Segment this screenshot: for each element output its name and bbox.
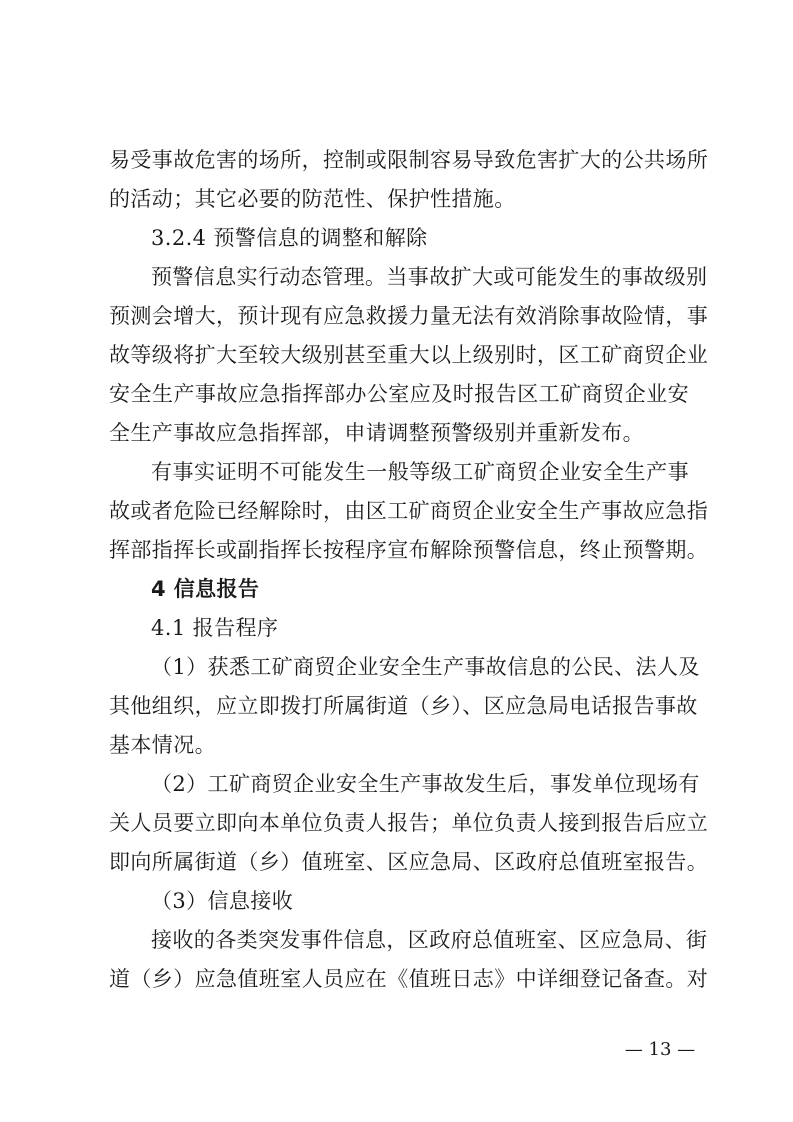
body-text-line: 基本情况。 [109,733,216,757]
body-text-line: 预警信息实行动态管理。当事故扩大或可能发生的事故级别 [151,265,708,289]
body-text-line: 易受事故危害的场所，控制或限制容易导致危害扩大的公共场所 [109,148,709,172]
subsection-heading-info-receipt: （3）信息接收 [151,889,294,913]
body-text-line: 其他组织，应立即拨打所属街道（乡）、区应急局电话报告事故 [109,694,698,718]
body-text-line: 安全生产事故应急指挥部办公室应及时报告区工矿商贸企业安 [109,382,689,406]
body-text-line: 接收的各类突发事件信息，区政府总值班室、区应急局、街 [151,928,708,952]
body-text-line: 预测会增大，预计现有应急救援力量无法有效消除事故险情，事 [109,304,709,328]
body-text-line: 道（乡）应急值班室人员应在《值班日志》中详细登记备查。对 [109,967,709,991]
body-text-line: 故或者危险已经解除时，由区工矿商贸企业安全生产事故应急指 [109,499,709,523]
body-text-line: 有事实证明不可能发生一般等级工矿商贸企业安全生产事 [151,460,689,484]
body-text-line: 关人员要立即向本单位负责人报告；单位负责人接到报告后应立 [109,811,709,835]
body-text-line: 全生产事故应急指挥部，申请调整预警级别并重新发布。 [109,421,644,445]
section-heading-3-2-4: 3.2.4 预警信息的调整和解除 [151,226,428,250]
body-text-line: 即向所属街道（乡）值班室、区应急局、区政府总值班室报告。 [109,850,709,874]
section-heading-4-1: 4.1 报告程序 [151,616,279,640]
body-text-line: （1）获悉工矿商贸企业安全生产事故信息的公民、法人及 [151,655,700,679]
page-number: — 13 — [624,1039,696,1060]
body-text-line: 的活动；其它必要的防范性、保护性措施。 [109,187,516,211]
body-text-line: 故等级将扩大至较大级别甚至重大以上级别时，区工矿商贸企业 [109,343,709,367]
section-heading-4: 4 信息报告 [151,577,260,601]
body-text-line: （2）工矿商贸企业安全生产事故发生后，事发单位现场有 [151,772,700,796]
body-text-line: 挥部指挥长或副指挥长按程序宣布解除预警信息，终止预警期。 [109,538,709,562]
